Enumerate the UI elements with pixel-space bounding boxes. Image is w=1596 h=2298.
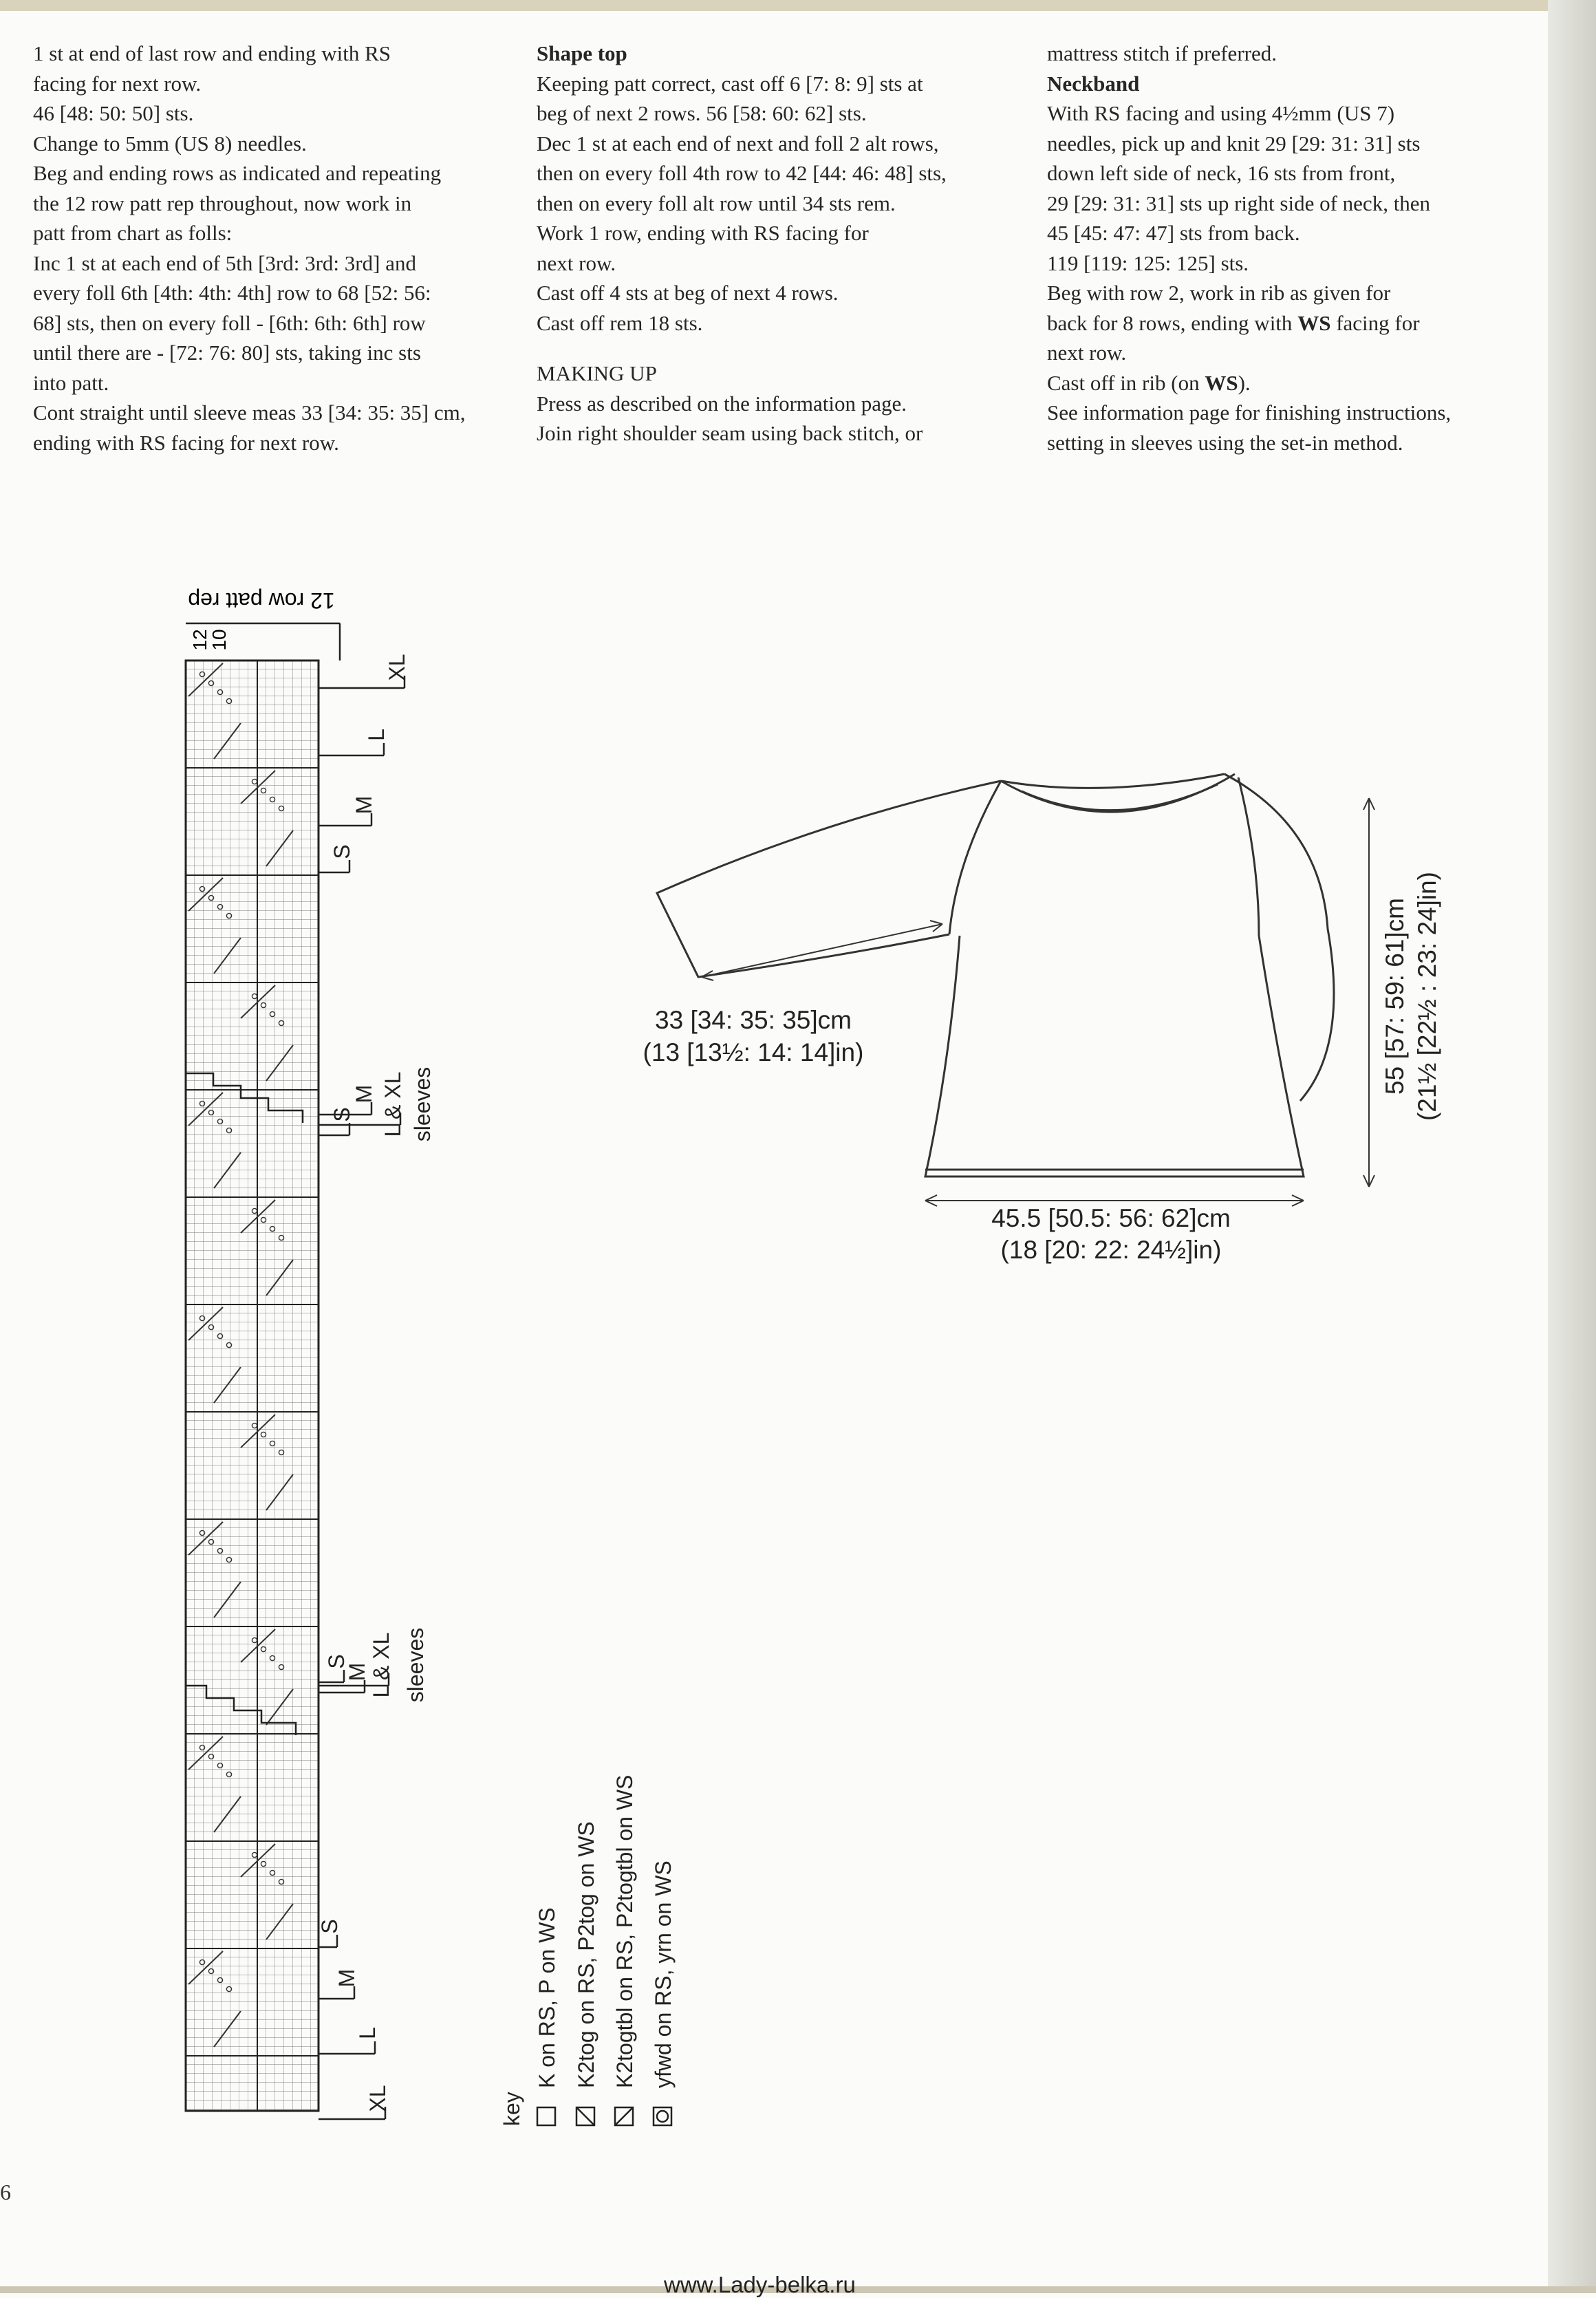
neckband-line: 45 [45: 47: 47] sts from back. <box>1047 221 1300 245</box>
sleeve-instruction-line: ending with RS facing for next row. <box>33 430 339 455</box>
size-label: L & XL <box>380 1071 405 1137</box>
shape-top-line: Keeping patt correct, cast off 6 [7: 8: 9] sts at <box>537 71 923 96</box>
rep-label: 12 row patt rep <box>188 588 335 613</box>
sleeve-instruction-line: Change to 5mm (US 8) needles. <box>33 131 307 155</box>
size-label: XL <box>385 654 409 681</box>
shape-top-line: then on every foll alt row until 34 sts rem. <box>537 191 896 215</box>
shape-top-line: beg of next 2 rows. 56 [58: 60: 62] sts. <box>537 101 867 125</box>
body-outline <box>925 936 1304 1177</box>
size-label: M <box>352 795 376 815</box>
sweater-schematic <box>657 774 1374 1206</box>
finishing-line: setting in sleeves using the set-in method. <box>1047 430 1403 455</box>
size-label: L <box>355 2027 380 2039</box>
width-cm-label: 45.5 [50.5: 56: 62]cm <box>991 1204 1231 1232</box>
shoulder-line <box>1001 774 1225 788</box>
key-title: key <box>499 2092 524 2126</box>
next-row-line: next row. <box>1047 341 1127 365</box>
size-label: S <box>317 1919 342 1934</box>
neckband-line: 29 [29: 31: 31] sts up right side of neck, then <box>1047 191 1431 215</box>
footer-url: www.Lady-belka.ru <box>664 2272 856 2297</box>
sleeve-instruction-line: Inc 1 st at each end of 5th [3rd: 3rd: 3rd] and <box>33 250 416 275</box>
sleeve-instruction-line: until there are - [72: 76: 80] sts, taking inc sts <box>33 341 421 365</box>
lace-chart <box>186 588 435 2119</box>
chart-key <box>499 1775 676 2126</box>
size-label: sleeves <box>403 1627 428 1703</box>
key-item-k2tog: K2tog on RS, P2tog on WS <box>574 1821 598 2088</box>
sleeve-instruction-line: 46 [48: 50: 50] sts. <box>33 101 194 125</box>
size-label: S <box>324 1654 349 1669</box>
size-label: M <box>352 1084 376 1104</box>
sleeve-in-label: (13 [13½: 14: 14]in) <box>643 1038 864 1066</box>
width-in-label: (18 [20: 22: 24½]in) <box>1000 1236 1222 1264</box>
shape-top-line: Dec 1 st at each end of next and foll 2 alt rows, <box>537 131 939 155</box>
shape-top-line: Work 1 row, ending with RS facing for <box>537 221 869 245</box>
neckband-heading: Neckband <box>1047 71 1140 96</box>
sleeve-instruction-line: every foll 6th [4th: 4th: 4th] row to 68 [52: 56: <box>33 281 431 305</box>
size-label: S <box>330 1107 354 1122</box>
size-label: L <box>364 729 389 741</box>
length-in-label: (21½ [22½ : 23: 24]in) <box>1413 871 1441 1121</box>
shape-top-heading: Shape top <box>537 41 627 65</box>
left-armhole <box>949 781 1001 934</box>
intro-line: mattress stitch if preferred. <box>1047 41 1277 65</box>
size-label: S <box>330 844 354 859</box>
making-up-line: Press as described on the information page. <box>537 391 907 416</box>
size-markers <box>317 654 435 2119</box>
row-10-label: 10 <box>208 629 230 651</box>
size-label: M <box>334 1968 359 1988</box>
sleeve-cm-label: 33 [34: 35: 35]cm <box>655 1006 852 1034</box>
cast-off-line: Cast off in rib (on WS). <box>1047 370 1251 395</box>
page-number: 6 <box>0 2180 11 2204</box>
shape-top-line: Cast off 4 sts at beg of next 4 rows. <box>537 281 839 305</box>
length-cm-label: 55 [57: 59: 61]cm <box>1381 898 1409 1095</box>
shape-top-line: next row. <box>537 250 616 275</box>
size-label: L & XL <box>369 1632 393 1698</box>
sleeve-instruction-line: 1 st at end of last row and ending with RS <box>33 41 391 65</box>
neckband-line: 119 [119: 125: 125] sts. <box>1047 250 1249 275</box>
shape-top-line: then on every foll 4th row to 42 [44: 46: 48] sts, <box>537 161 947 185</box>
key-item-k2togtbl: K2togtbl on RS, P2togtbl on WS <box>612 1774 637 2088</box>
key-plain-square <box>537 2107 555 2125</box>
sleeve-instruction-line: into patt. <box>33 370 109 395</box>
neckband-line: needles, pick up and knit 29 [29: 31: 31] sts <box>1047 131 1421 155</box>
making-up-heading: MAKING UP <box>537 361 657 385</box>
ws-line: back for 8 rows, ending with WS facing for <box>1047 310 1420 335</box>
size-label: sleeves <box>410 1066 435 1142</box>
sleeve-instruction-line: Beg and ending rows as indicated and repeating <box>33 161 442 185</box>
neckband-line: With RS facing and using 4½mm (US 7) <box>1047 101 1395 125</box>
sleeve-instruction-line: Cont straight until sleeve meas 33 [34: 35: 35] cm, <box>33 400 466 425</box>
shape-top-line: Cast off rem 18 sts. <box>537 310 703 335</box>
neckband-line: down left side of neck, 16 sts from front, <box>1047 161 1396 185</box>
finishing-line: See information page for finishing instructions, <box>1047 400 1452 425</box>
size-label: M <box>345 1662 369 1682</box>
row-12-label: 12 <box>189 629 211 651</box>
key-symbols <box>537 2107 671 2125</box>
sleeve-instruction-line: the 12 row patt rep throughout, now work in <box>33 191 412 215</box>
sleeve-instruction-line: facing for next row. <box>33 71 202 96</box>
left-sleeve <box>657 781 1001 977</box>
neckband-line: Beg with row 2, work in rib as given for <box>1047 281 1391 305</box>
length-arrow <box>1363 798 1374 1187</box>
chart-grid <box>186 661 319 2111</box>
sleeve-instruction-line: patt from chart as folls: <box>33 221 233 245</box>
size-label: XL <box>365 2085 390 2112</box>
right-armhole <box>1238 777 1259 936</box>
sleeve-instruction-line: 68] sts, then on every foll - [6th: 6th: 6th] row <box>33 310 426 335</box>
key-item-knit: K on RS, P on WS <box>535 1907 559 2088</box>
key-item-yfwd: yfwd on RS, yrn on WS <box>651 1860 676 2088</box>
rep-bracket <box>186 588 340 661</box>
making-up-line: Join right shoulder seam using back stitch, or <box>537 421 923 445</box>
